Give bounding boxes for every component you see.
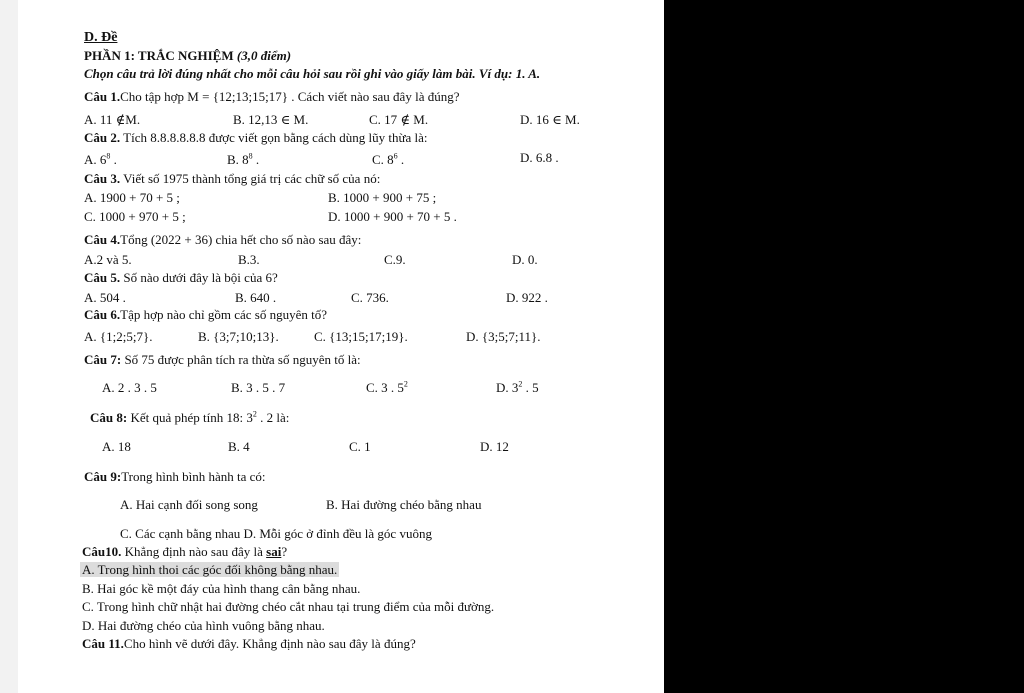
q9-option-cd: C. Các cạnh bằng nhau D. Mỗi góc ở đỉnh đều là góc vuông — [120, 526, 432, 541]
q3-option-c: C. 1000 + 970 + 5 ; — [84, 209, 186, 224]
part-title-text: PHẦN 1: TRẮC NGHIỆM — [84, 48, 234, 63]
q1-option-b: B. 12,13 ∈ M. — [233, 112, 309, 127]
q9-option-b: B. Hai đường chéo bằng nhau — [326, 497, 482, 512]
q10-option-b: B. Hai góc kề một đáy của hình thang cân bằng nhau. — [82, 581, 361, 596]
question-7 — [84, 352, 361, 367]
question-label: Câu 4. — [84, 232, 121, 247]
q5-option-b: B. 640 . — [235, 290, 277, 305]
q3-option-b: B. 1000 + 900 + 75 ; — [328, 190, 437, 205]
question-label: Câu 6. — [84, 307, 121, 322]
q1-option-d: D. 16 ∈ M. — [520, 112, 580, 127]
question-text: Cho tập hợp M = {12;13;15;17} . Cách viết nào sau đây là đúng? — [120, 89, 460, 104]
q6-option-b: B. {3;7;10;13}. — [198, 329, 279, 344]
q6-option-c: C. {13;15;17;19}. — [314, 329, 408, 344]
q5-option-a: A. 504 . — [84, 290, 126, 305]
question-label: Câu10. — [82, 544, 122, 559]
question-6 — [84, 307, 327, 322]
q8-option-b: B. 4 — [228, 439, 250, 454]
question-4 — [84, 232, 361, 247]
q3-option-a: A. 1900 + 70 + 5 ; — [84, 190, 180, 205]
question-label: Câu 8: — [90, 410, 128, 425]
part-points: (3,0 điểm) — [236, 48, 292, 63]
question-11 — [82, 636, 416, 651]
q5-option-c: C. 736. — [351, 290, 389, 305]
q5-option-d: D. 922 . — [506, 290, 548, 305]
q4-option-c: C.9. — [384, 252, 406, 267]
q2-option-c: C. $8^6$ . — [372, 151, 405, 167]
q8-option-d: D. 12 — [480, 439, 509, 454]
question-1 — [84, 89, 459, 104]
question-text: Viết số 1975 thành tổng giá trị các chữ số của nó: — [123, 171, 381, 186]
question-label: Câu 11. — [82, 636, 124, 651]
part-title — [84, 48, 291, 63]
question-keyword: sai — [266, 544, 282, 559]
question-text: Số 75 được phân tích ra thừa số nguyên tố là: — [124, 352, 361, 367]
question-10: Câu10. Khẳng định nào sau đây là sai? — [82, 544, 288, 559]
question-text: Tập hợp nào chỉ gồm các số nguyên tố? — [120, 307, 327, 322]
q2-option-d: D. 6.8 . — [520, 150, 559, 165]
q4-option-d: D. 0. — [512, 252, 538, 267]
question-text: Kết quả phép tính 18: 3 — [130, 410, 253, 425]
question-text: Tích 8.8.8.8.8.8 được viết gọn bằng cách dùng lũy thừa là: — [123, 130, 428, 145]
q1-option-c: C. 17 ∉ M. — [369, 112, 429, 127]
q6-option-a: A. {1;2;5;7}. — [84, 329, 153, 344]
q8-option-c: C. 1 — [349, 439, 371, 454]
question-label: Câu 9: — [84, 469, 122, 484]
question-text: Khẳng định nào sau đây là — [124, 544, 267, 559]
question-label: Câu 7: — [84, 352, 122, 367]
question-9 — [84, 469, 266, 484]
q10-option-c: C. Trong hình chữ nhật hai đường chéo cắt nhau tại trung điểm của mỗi đường. — [82, 599, 495, 614]
q7-option-d: D. $3^2$ . 5 — [496, 379, 539, 395]
q3-option-d: D. 1000 + 900 + 70 + 5 . — [328, 209, 457, 224]
question-text: Trong hình bình hành ta có: — [121, 469, 266, 484]
viewer-background — [664, 0, 1024, 693]
q6-option-d: D. {3;5;7;11}. — [466, 329, 541, 344]
q7-option-a: A. 2 . 3 . 5 — [102, 380, 157, 395]
question-3 — [84, 171, 380, 186]
document-page — [18, 0, 664, 693]
question-label: Câu 3. — [84, 171, 121, 186]
q9-option-a: A. Hai cạnh đối song song — [120, 497, 258, 512]
q7-option-c: C. 3 . $5^2$ — [366, 379, 408, 395]
question-2 — [84, 130, 428, 145]
question-text: Tổng (2022 + 36) chia hết cho số nào sau đây: — [120, 232, 362, 247]
q4-option-b: B.3. — [238, 252, 260, 267]
question-8: Câu 8: Kết quả phép tính 18: $3^2$ . 2 là: — [90, 409, 290, 425]
question-text: Số nào dưới đây là bội của 6? — [123, 270, 278, 285]
q4-option-a: A.2 và 5. — [84, 252, 132, 267]
viewer-left-margin — [0, 0, 18, 693]
question-5 — [84, 270, 278, 285]
question-text: Cho hình vẽ dưới đây. Khẳng định nào sau đây là đúng? — [123, 636, 416, 651]
instruction: Chọn câu trả lời đúng nhất cho mỗi câu hỏi sau rồi ghi vào giấy làm bài. Ví dụ: 1. A. — [84, 66, 541, 81]
q10-option-d: D. Hai đường chéo của hình vuông bằng nhau. — [82, 618, 325, 633]
q2-option-a: A. $6^8$ . — [84, 151, 117, 167]
question-label: Câu 5. — [84, 270, 121, 285]
q1-option-a: A. 11 ∉M. — [84, 112, 141, 127]
q8-option-a: A. 18 — [102, 439, 131, 454]
q7-option-b: B. 3 . 5 . 7 — [231, 380, 286, 395]
section-heading: D. Đề — [84, 30, 118, 45]
question-label: Câu 1. — [84, 89, 121, 104]
q10-option-a: A. Trong hình thoi các góc đối không bằng nhau. — [82, 562, 338, 577]
question-label: Câu 2. — [84, 130, 121, 145]
q2-option-b: B. $8^8$ . — [227, 151, 260, 167]
